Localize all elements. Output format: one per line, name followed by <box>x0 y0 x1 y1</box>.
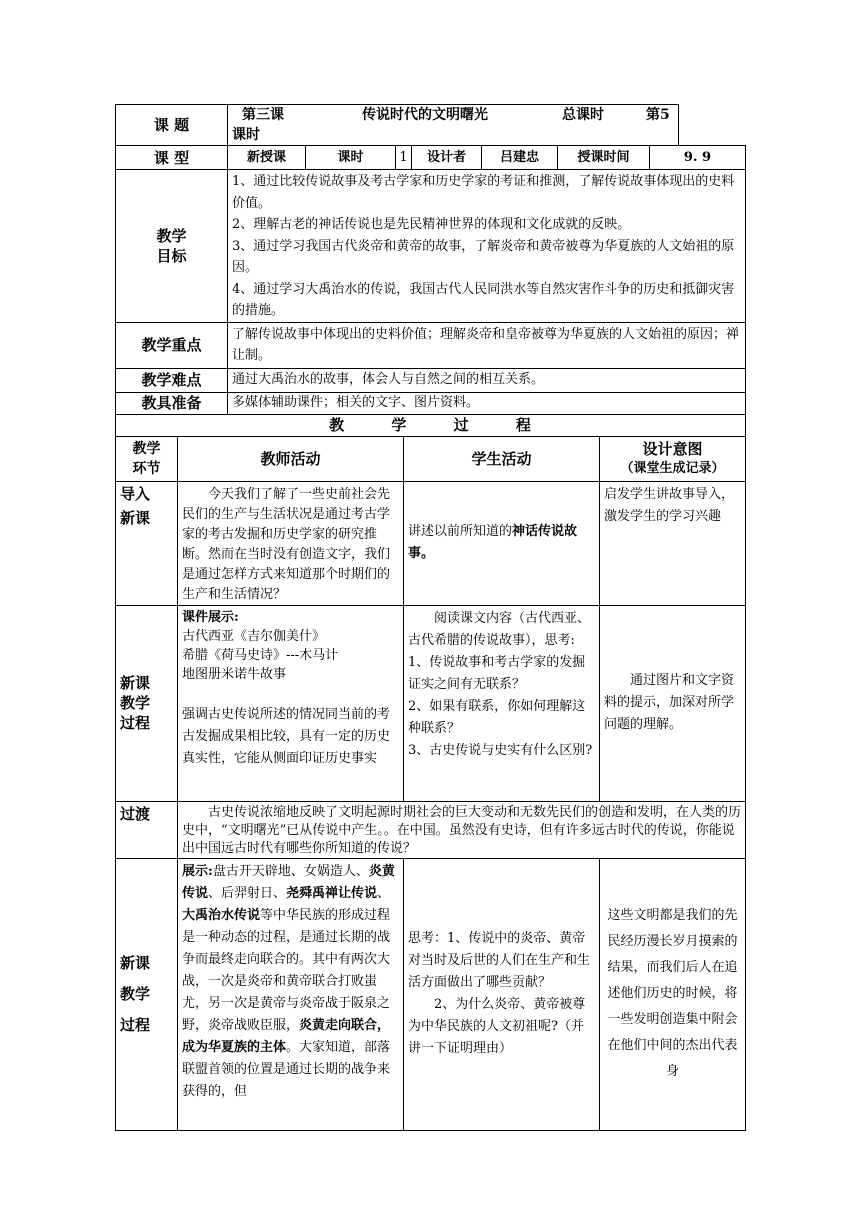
designer-value: 吕建忠 <box>482 146 558 170</box>
new2-stage <box>116 858 178 1130</box>
lesson-title: 传说时代的文明曙光 <box>362 107 488 123</box>
col-stage-header <box>116 436 178 481</box>
intro-stage-1: 导入 <box>120 484 151 503</box>
new2-text: 、 <box>377 885 391 901</box>
goals-label <box>116 170 228 323</box>
col-stage-1: 教学 <box>132 440 161 457</box>
new2-student <box>404 858 600 1130</box>
new1-teacher-head: 课件展示: <box>182 609 239 625</box>
intro-student <box>404 481 600 605</box>
type-value: 新授课 <box>228 146 306 170</box>
tools-label: 教具准备 <box>116 392 228 414</box>
new2-student-q1: 思考：1、传说中的炎帝、黄帝对当时及后世的人们在生产和生活方面做出了哪些贡献？ <box>408 931 591 990</box>
transition-text: 古史传说浓缩地反映了文明起源时期社会的巨大变动和无数先民们的创造和发明，在人类的历史中，“文明曙光”已从传说中产生。。在中国。虽然没有史诗，但有许多远古时代的传说，你能说出中国远古时代有哪些你所知道的传说？ <box>178 801 746 858</box>
intro-teacher: 今天我们了解了一些史前社会先民们的生产与生活状况是通过考古学家的考古发掘和历史学家的研究推断。然而在当时没有创造文字，我们是通过怎样方式来知道那个时期们的生产和生活情况？ <box>178 481 404 605</box>
new2-teacher <box>178 858 404 1130</box>
goals-table <box>115 169 746 437</box>
intro-intent: 启发学生讲故事导入，激发学生的学习兴趣 <box>600 481 746 605</box>
new1-student <box>404 605 600 801</box>
goal-item: 3、通过学习我国古代炎帝和黄帝的故事，了解炎帝和黄帝被尊为华夏族的人文始祖的原因。 <box>232 238 735 275</box>
course-label: 课 题 <box>116 105 228 146</box>
new1-stage-1: 新课 <box>120 674 151 692</box>
process-table <box>115 436 746 1131</box>
goal-item: 4、通过学习大禹治水的传说，我国古代人民同洪水等自然灾害作斗争的历史和抵御灾害的措施。 <box>232 281 735 318</box>
designer-label: 设计者 <box>412 146 482 170</box>
transition-stage: 过渡 <box>116 801 178 858</box>
total-hours-value: 第5课时 <box>232 107 670 143</box>
new2-text: 。大家知道，部落联盟首领的位置是通过长期的战争来获得的，但 <box>182 1039 391 1099</box>
goal-item: 1、通过比较传说故事及考古学家和历史学家的考证和推测，了解传说故事体现出的史料价值。 <box>232 174 735 211</box>
header-table <box>115 104 746 146</box>
lesson-time-label: 授课时间 <box>558 146 650 170</box>
new2-bold: 炎黄传说 <box>182 863 395 901</box>
difficulty-text: 通过大禹治水的故事，体会人与自然之间的相互关系。 <box>228 368 746 392</box>
new1-intent: 通过图片和文字资料的提示，加深对所学问题的理解。 <box>600 605 746 801</box>
goals-label-2: 目标 <box>156 246 187 265</box>
new1-student-intro: 阅读课文内容（古代西亚、古代希腊的传说故事），思考: <box>408 610 591 648</box>
difficulty-label: 教学难点 <box>116 368 228 392</box>
lesson-number: 第三课 <box>242 107 284 123</box>
hours-label: 课时 <box>306 146 396 170</box>
col-stage-2: 环节 <box>132 460 161 477</box>
col-intent-2: （课堂生成记录） <box>620 460 725 476</box>
new1-teacher-line: 古代西亚《吉尔伽美什》 <box>182 628 326 644</box>
new2-bold: 大禹治水传说 <box>182 907 261 923</box>
col-intent-1: 设计意图 <box>642 439 703 458</box>
new2-intent: 这些文明都是我们的先民经历漫长岁月摸索的结果，而我们后人在追述他们历史的时候，将一些发明创造集中附会在他们中间的杰出代表身 <box>600 858 746 1130</box>
intro-stage-2: 新课 <box>120 508 151 527</box>
intro-student-text: 讲述以前所知道的 <box>408 524 513 539</box>
key-points-label: 教学重点 <box>116 322 228 368</box>
key-points-text: 了解传说故事中体现出的史料价值；理解炎帝和皇帝被尊为华夏族的人文始祖的原因；禅让制。 <box>228 322 746 368</box>
goals-label-1: 教学 <box>156 226 187 245</box>
process-title: 教 学 过 程 <box>116 414 746 436</box>
new1-teacher-para: 强调古史传说所述的情况同当前的考古发掘成果相比较，具有一定的历史真实性，它能从侧面印证历史事实 <box>182 706 391 766</box>
new2-show-label: 展示: <box>182 863 213 879</box>
new2-text: 等中华民族的形成过程是一种动态的过程，是通过长期的战争而最终走向联合的。其中有两次大战，一次是炎帝和黄帝联合打败蚩尤，另一次是黄帝与炎帝战于阪泉之野，炎帝战败臣服， <box>182 907 391 1033</box>
intro-student-bold: 神话传说故事。 <box>408 524 578 561</box>
new1-teacher-line: 希腊《荷马史诗》---木马计 <box>182 647 339 663</box>
total-hours-label: 总课时 <box>562 107 604 123</box>
new1-student-q: 1、传说故事和考古学家的发掘证实之间有无联系？ <box>408 654 586 692</box>
course-title-cell <box>228 105 679 146</box>
new2-text: 盘古开天辟地、女娲造人、 <box>212 863 369 879</box>
lesson-time-value: 9. 9 <box>650 146 746 170</box>
type-label: 课 型 <box>116 146 228 170</box>
new2-bold: 炎黄走向联合，成为华夏族的主体 <box>182 1017 391 1055</box>
col-intent-header <box>600 436 746 481</box>
tools-text: 多媒体辅助课件；相关的文字、图片资料。 <box>228 392 746 414</box>
new1-student-q: 2、如果有联系，你如何理解这种联系？ <box>408 698 586 736</box>
col-student-header: 学生活动 <box>404 436 600 481</box>
intro-stage <box>116 481 178 605</box>
lesson-plan <box>115 104 745 1131</box>
goals-list <box>228 170 746 323</box>
new2-stage-3: 过程 <box>120 1015 151 1034</box>
new2-bold: 尧舜禹禅让传说 <box>286 885 378 901</box>
new1-stage <box>116 605 178 801</box>
new1-student-q: 3、古史传说与史实有什么区别? <box>408 742 593 758</box>
new2-student-q2: 2、为什么炎帝、黄帝被尊为中华民族的人文初祖呢?（并讲一下证明理由） <box>408 997 586 1056</box>
new2-stage-1: 新课 <box>120 953 151 972</box>
new2-text: 、后羿射日、 <box>208 885 287 901</box>
new1-stage-2: 教学 <box>120 694 151 712</box>
new1-stage-3: 过程 <box>120 714 151 732</box>
header-table-2 <box>115 145 746 170</box>
new1-teacher-line: 地图册米诺牛故事 <box>182 666 287 682</box>
hours-value: 1 <box>396 146 412 170</box>
goal-item: 2、理解古老的神话传说也是先民精神世界的体现和文化成就的反映。 <box>232 217 631 232</box>
new1-teacher <box>178 605 404 801</box>
col-teacher-header: 教师活动 <box>178 436 404 481</box>
new2-stage-2: 教学 <box>120 984 151 1003</box>
